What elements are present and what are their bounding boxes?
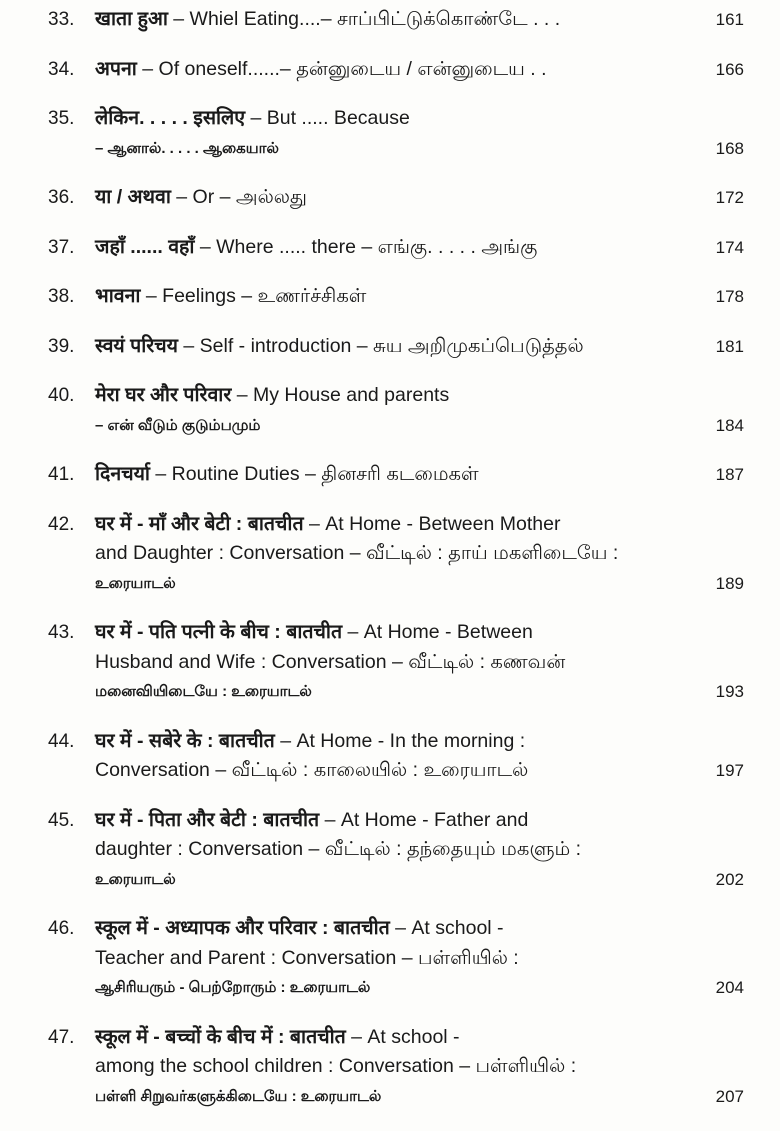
entry-line	[95, 5, 684, 35]
entry-line: daughter : Conversation – வீட்டில் : தந்தையும் மகளும் :	[95, 838, 581, 860]
page-number: 161	[715, 10, 744, 29]
entry-line	[95, 282, 684, 312]
entry-line	[95, 727, 684, 757]
page-number: 193	[715, 682, 744, 701]
page-number: 207	[715, 1086, 744, 1106]
table-of-contents	[48, 5, 744, 1131]
toc-entry	[48, 618, 744, 707]
entry-line	[95, 618, 684, 648]
entry-text: – At Home - Between	[342, 621, 533, 643]
hindi-title: दिनचर्या	[95, 463, 150, 485]
hindi-title: या / अथवा	[95, 186, 171, 208]
entry-number: 39.	[48, 335, 75, 357]
entry-line	[95, 183, 684, 213]
entry-line: – என் வீடும் குடும்பமும்	[95, 416, 261, 434]
hindi-title: जहाँ ...... वहाँ	[95, 235, 195, 258]
toc-entry	[48, 914, 744, 1003]
entry-line: Husband and Wife : Conversation – வீட்டில் : கணவன்	[95, 650, 566, 673]
entry-line: மனைவியிடையே : உரையாடல்	[95, 683, 312, 700]
hindi-title: घर में - सबेरे के : बातचीत	[95, 729, 275, 752]
hindi-title: स्कूल में - बच्चों के बीच में : बातचीत	[95, 1025, 346, 1048]
entry-line: among the school children : Conversation – பள்ளியில் :	[95, 1055, 577, 1077]
entry-text: – Of oneself......– தன்னுடைய / என்னுடைய . .	[136, 57, 547, 80]
toc-entry	[48, 806, 744, 895]
toc-entry	[48, 5, 744, 35]
page-number: 174	[715, 237, 744, 257]
entry-text: – At Home - Between Mother	[303, 512, 561, 535]
entry-text: – But ..... Because	[245, 107, 410, 129]
entry-text: – Or – அல்லது	[170, 186, 307, 208]
toc-entry	[48, 381, 744, 440]
entry-line: Teacher and Parent : Conversation – பள்ளியில் :	[95, 946, 519, 969]
toc-entry	[48, 183, 744, 213]
entry-number: 35.	[48, 108, 75, 129]
entry-line: உரையாடல்	[95, 870, 176, 888]
toc-entry	[48, 282, 744, 312]
entry-number: 40.	[48, 385, 75, 406]
entry-line	[95, 104, 684, 134]
page-number: 166	[715, 59, 744, 79]
page-number: 204	[715, 978, 744, 997]
entry-line	[95, 332, 684, 362]
entry-number: 46.	[48, 918, 75, 939]
hindi-title: घर में - पिता और बेटी : बातचीत	[95, 808, 320, 831]
entry-text: – Self - introduction – சுய அறிமுகப்பெடுத்தல்	[177, 334, 584, 357]
hindi-title: भावना	[95, 285, 141, 307]
page-number: 189	[715, 573, 744, 593]
hindi-title: स्वयं परिचय	[95, 334, 178, 357]
entry-line: and Daughter : Conversation – வீட்டில் : தாய் மகளிடையே :	[95, 542, 619, 564]
toc-entry	[48, 104, 744, 163]
hindi-title: स्कूल में - अध्यापक और परिवार : बातचीत	[95, 917, 390, 939]
entry-line	[95, 510, 684, 540]
entry-text: – Where ..... there – எங்கு. . . . . அங்கு	[194, 235, 538, 258]
entry-number: 45.	[48, 809, 75, 831]
hindi-title: घर में - माँ और बेटी : बातचीत	[95, 512, 304, 535]
entry-line	[95, 914, 684, 944]
entry-number: 37.	[48, 236, 75, 258]
toc-entry	[48, 332, 744, 362]
entry-text: – Feelings – உணர்ச்சிகள்	[140, 285, 367, 307]
page-number: 181	[715, 336, 744, 356]
entry-line	[95, 233, 684, 263]
entry-text: – At school -	[345, 1025, 460, 1048]
entry-line	[95, 1023, 684, 1053]
entry-line: Conversation – வீட்டில் : காலையில் : உரையாடல்	[95, 759, 529, 781]
page-number: 187	[715, 465, 744, 484]
toc-entry	[48, 55, 744, 85]
toc-entry	[48, 233, 744, 263]
toc-entry	[48, 1023, 744, 1112]
toc-entry	[48, 510, 744, 599]
entry-text: – At Home - Father and	[319, 808, 529, 831]
entry-line: – ஆனால். . . . . ஆகையால்	[95, 139, 279, 157]
entry-number: 47.	[48, 1026, 75, 1048]
entry-line: பள்ளி சிறுவர்களுக்கிடையே : உரையாடல்	[95, 1087, 382, 1105]
entry-number: 44.	[48, 730, 75, 752]
page-number: 168	[715, 138, 744, 158]
entry-text: – At Home - In the morning :	[274, 729, 526, 752]
page-number: 197	[715, 761, 744, 780]
entry-number: 42.	[48, 513, 75, 535]
entry-line: உரையாடல்	[95, 574, 176, 592]
toc-entry	[48, 727, 744, 786]
entry-number: 36.	[48, 187, 75, 208]
entry-line: ஆசிரியரும் - பெற்றோரும் : உரையாடல்	[95, 979, 371, 996]
entry-text: – My House and parents	[231, 384, 450, 406]
hindi-title: लेकिन. . . . . इसलिए	[95, 107, 246, 129]
hindi-title: खाता हुआ	[95, 8, 168, 30]
entry-text: – Routine Duties – தினசரி கடமைகள்	[149, 463, 479, 485]
entry-number: 34.	[48, 58, 75, 80]
hindi-title: मेरा घर और परिवार	[95, 384, 232, 406]
hindi-title: अपना	[95, 57, 137, 80]
toc-entry	[48, 460, 744, 490]
page-number: 178	[715, 287, 744, 306]
entry-text: – At school -	[389, 917, 504, 939]
hindi-title: घर में - पति पत्नी के बीच : बातचीत	[95, 621, 343, 643]
page-number: 202	[715, 869, 744, 889]
page-number: 172	[715, 188, 744, 207]
entry-line	[95, 55, 684, 85]
entry-number: 43.	[48, 622, 75, 643]
entry-number: 33.	[48, 9, 75, 30]
entry-line	[95, 381, 684, 411]
page-number: 184	[715, 415, 744, 435]
entry-line	[95, 806, 684, 836]
entry-number: 41.	[48, 464, 75, 485]
entry-number: 38.	[48, 286, 75, 307]
entry-text: – Whiel Eating....– சாப்பிட்டுக்கொண்டே . . .	[167, 8, 561, 30]
entry-line	[95, 460, 684, 490]
